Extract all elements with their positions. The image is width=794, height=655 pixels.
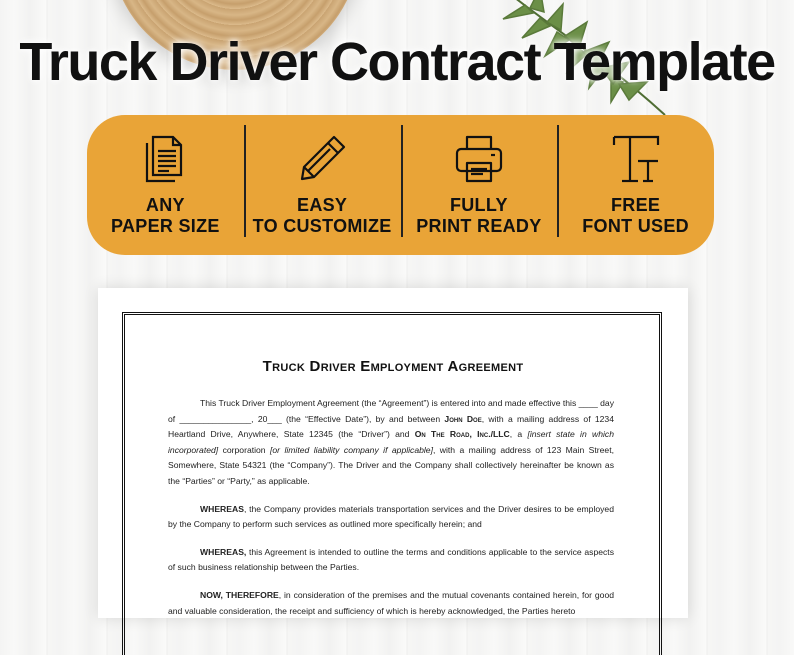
- driver-name: John Doe: [444, 413, 482, 424]
- text: , with a mailing address of 1234 Heartland Drive, Anywhere, State 12345 (the “Driver”) and: [168, 413, 614, 440]
- text: , the Company provides materials transportation services and the Driver desires to be employed by the Company to perform such services as outlined more specifically herein; and: [168, 503, 614, 530]
- text: , a: [509, 429, 528, 440]
- lead-word: NOW, THEREFORE: [200, 589, 279, 600]
- document-heading: Truck Driver Employment Agreement: [262, 358, 524, 375]
- feature-line1: FULLY: [449, 195, 508, 215]
- pencil-icon: [296, 133, 348, 185]
- paragraph-whereas-2: [168, 545, 614, 576]
- features-banner: [87, 115, 714, 255]
- feature-line1: EASY: [297, 195, 348, 215]
- text: this Agreement is intended to outline the terms and conditions applicable to the service aspects of such business relationship between the Parties.: [168, 546, 614, 573]
- placeholder-text: [or limited liability company if applicable]: [270, 444, 433, 455]
- paragraph-whereas-1: [168, 502, 614, 533]
- company-name: On The Road, Inc./LLC: [414, 429, 510, 440]
- text: , with a mailing address of 123 Main Street, Somewhere, State 54321 (the “Company”). The Driver and the Company shall collectively hereinafter be known as the “Parties” or “Party,” as applicable.: [168, 444, 614, 486]
- text: This Truck Driver Employment Agreement (the “Agreement”) is entered into and made effective this ____ day of _______________, 20___ (the “Effective Date”), by and between: [168, 398, 614, 424]
- feature-line2: FONT USED: [582, 216, 689, 236]
- feature-line1: FREE: [611, 195, 661, 215]
- document-icon: [139, 133, 191, 185]
- feature-any-paper-size: [87, 115, 244, 255]
- feature-line2: PAPER SIZE: [111, 216, 220, 236]
- paragraph-intro: [168, 396, 614, 490]
- printer-icon: [453, 133, 505, 185]
- feature-line2: PRINT READY: [416, 216, 542, 236]
- feature-fully-print-ready: [401, 115, 558, 255]
- text: corporation: [218, 444, 270, 455]
- document-page: [98, 288, 688, 618]
- paragraph-now-therefore: [168, 588, 614, 619]
- placeholder-text: [insert state in which incorporated]: [168, 429, 614, 455]
- feature-line1: ANY: [145, 195, 185, 215]
- lead-word: WHEREAS,: [200, 546, 247, 557]
- font-icon: [610, 133, 662, 185]
- page-title: Truck Driver Contract Template: [19, 32, 775, 92]
- feature-line2: TO CUSTOMIZE: [252, 216, 392, 236]
- text: , in consideration of the premises and the mutual covenants contained herein, for good and valuable consideration, the receipt and sufficiency of which is hereby acknowledged, the Parties hereto: [168, 589, 615, 616]
- feature-easy-to-customize: [244, 115, 401, 255]
- lead-word: WHEREAS: [200, 503, 244, 514]
- feature-free-font-used: [557, 115, 714, 255]
